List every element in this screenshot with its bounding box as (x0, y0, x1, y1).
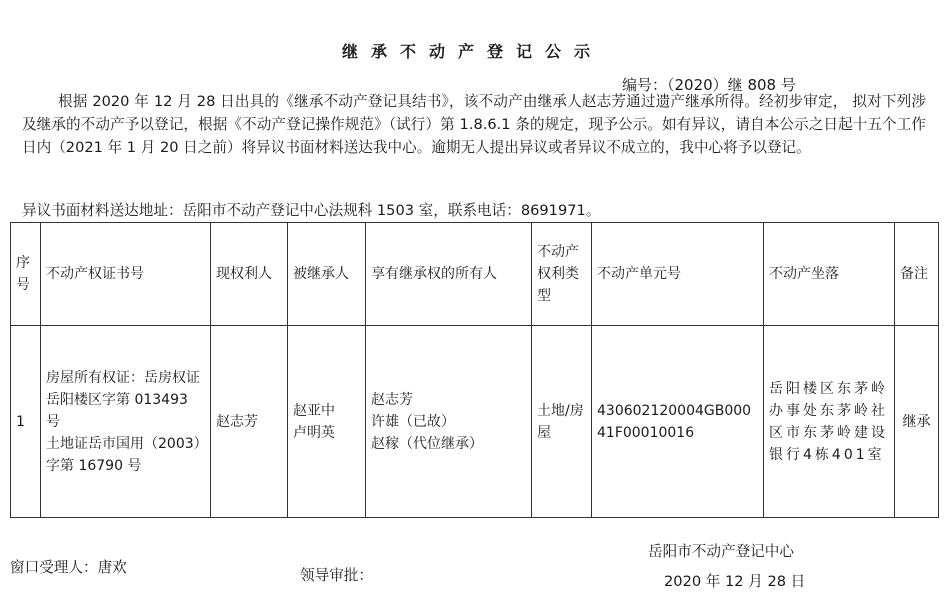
window-clerk: 窗口受理人：唐欢 (10, 559, 127, 576)
header-no: 序号 (11, 223, 41, 326)
header-remark: 备注 (895, 223, 939, 326)
heir-1: 赵志芳 (371, 391, 413, 408)
notice-paragraph: 根据 2020 年 12 月 28 日出具的《继承不动产登记具结书》，该不动产由继承人赵志芳通过遗产继承所得。经初步审定， 拟对下列涉及继承的不动产予以登记，根据《不动产登记操作规范》（试行）第 1.8.6.1 条的规定，现予公示。如有异议，请自本公示之日起十五个工作日内（2021 年 1 月 20 日之前）将异议书面材料送达我中心。逾期无人提出异议或者异议不成立的，我中心将予以登记。 (22, 93, 926, 156)
cell-heirs (366, 326, 532, 518)
table-row (11, 326, 939, 518)
header-heirs: 享有继承权的所有人 (366, 223, 532, 326)
header-cert: 不动产权证书号 (41, 223, 211, 326)
issue-date: 2020 年 12 月 28 日 (664, 573, 806, 590)
table-header-row (11, 223, 939, 326)
objection-address: 异议书面材料送达地址：岳阳市不动产登记中心法规科 1503 室，联系电话：8691971。 (22, 202, 601, 219)
decedent-2: 卢明英 (293, 424, 335, 441)
header-unit-no: 不动产单元号 (592, 223, 764, 326)
header-right-type: 不动产权利类型 (532, 223, 592, 326)
cell-no: 1 (11, 326, 41, 518)
heir-2: 许雄（已故） (371, 413, 455, 430)
notice-title: 继承不动产登记公示 (341, 42, 603, 61)
property-table (10, 222, 939, 518)
document-number: 编号：（2020）继 808 号 (622, 76, 796, 94)
cell-location: 岳阳楼区东茅岭办事处东茅岭社区市东茅岭建设银行4栋401室 (764, 326, 895, 518)
issuing-organization: 岳阳市不动产登记中心 (648, 543, 794, 560)
header-holder: 现权利人 (211, 223, 288, 326)
header-decedent: 被继承人 (288, 223, 366, 326)
leader-approval: 领导审批： (300, 567, 373, 584)
cell-decedent (288, 326, 366, 518)
cell-holder: 赵志芳 (211, 326, 288, 518)
cell-right-type: 土地/房屋 (532, 326, 592, 518)
cert-house: 房屋所有权证：岳房权证岳阳楼区字第 013493 号 (46, 369, 200, 430)
heir-3: 赵稼（代位继承） (371, 435, 483, 452)
cell-cert (41, 326, 211, 518)
cell-unit-no: 430602120004GB00041F00010016 (592, 326, 764, 518)
cell-remark: 继承 (895, 326, 939, 518)
cert-land: 土地证岳市国用（2003）字第 16790 号 (46, 435, 201, 474)
decedent-1: 赵亚中 (293, 402, 335, 419)
header-location: 不动产坐落 (764, 223, 895, 326)
